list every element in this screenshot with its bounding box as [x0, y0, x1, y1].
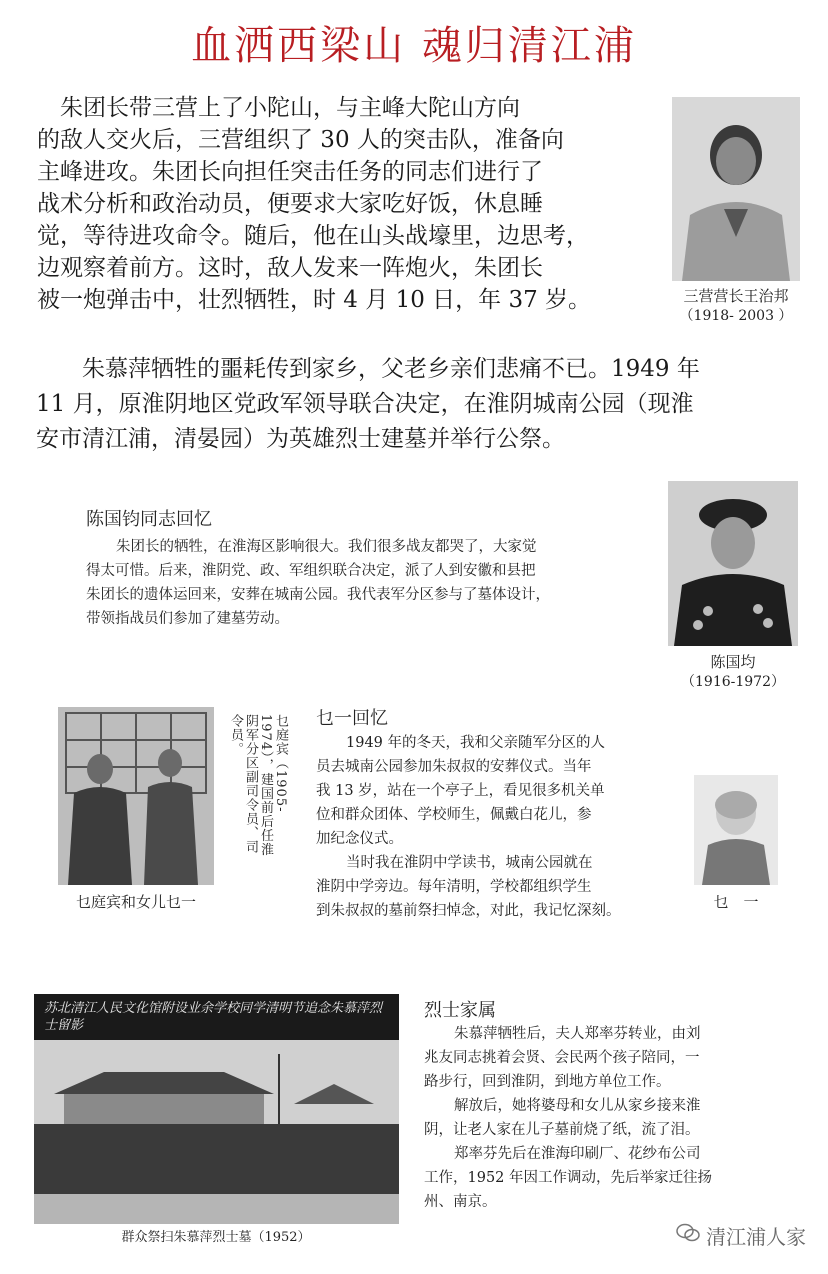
nie-yi-caption: 乜 一 — [713, 893, 759, 911]
paragraph-battle — [37, 92, 640, 316]
text-line: 员去城南公园参加朱叔叔的安葬仪式。当年 — [316, 759, 592, 775]
memorial-photo-caption: 群众祭扫朱慕萍烈士墓（1952） — [121, 1230, 311, 1245]
text-line: 郑率芬先后在淮海印刷厂、花纱布公司 — [454, 1146, 701, 1162]
text-line: 11 月，原淮阴地区党政军领导联合决定，在淮阴城南公园（现淮 — [36, 391, 694, 417]
text-line: 的敌人交火后，三营组织了 30 人的突击队，准备向 — [37, 127, 564, 153]
chen-guojun-heading: 陈国钧同志回忆 — [86, 509, 212, 530]
text-line: 位和群众团体、学校师生，佩戴白花儿，参 — [316, 807, 592, 823]
text-line: 解放后，她将婆母和女儿从家乡接来淮 — [454, 1098, 701, 1114]
text-line: 路步行，回到淮阴，到地方单位工作。 — [424, 1074, 671, 1090]
wang-zhibang-years: （1918- 2003 ） — [679, 308, 793, 324]
text-line: 战术分析和政治动员，便要求大家吃好饭，休息睡 — [37, 191, 543, 217]
text-line: 加纪念仪式。 — [316, 831, 403, 847]
martyr-family-heading: 烈士家属 — [424, 1000, 496, 1021]
text-line: 被一炮弹击中，壮烈牺牲，时 4 月 10 日，年 37 岁。 — [37, 287, 592, 313]
chen-guojun-years: （1916-1972） — [681, 674, 785, 690]
nie-yi-heading: 乜一回忆 — [316, 708, 388, 729]
text-line: 淮阴中学旁边。每年清明，学校都组织学生 — [316, 879, 592, 895]
nie-yi-recollection — [316, 731, 686, 923]
text-line: 朱团长的牺牲，在淮海区影响很大。我们很多战友都哭了，大家觉 — [116, 539, 537, 555]
nie-tingbin-note: 乜庭宾（1905-1974），建国前后任淮阴军分区副司令员、司令员。 — [228, 714, 288, 857]
text-line: 工作，1952 年因工作调动，先后举家迁往扬 — [424, 1170, 713, 1186]
text-line: 朱团长的遗体运回来，安葬在城南公园。我代表军分区参与了墓体设计， — [86, 587, 550, 603]
wang-zhibang-caption: 三营营长王治邦 — [683, 287, 789, 305]
text-line: 兆友同志挑着会贤、会民两个孩子陪同，一 — [424, 1050, 700, 1066]
text-line: 主峰进攻。朱团长向担任突击任务的同志们进行了 — [37, 159, 543, 185]
text-line: 到朱叔叔的墓前祭扫悼念，对此，我记忆深刻。 — [316, 903, 621, 919]
text-line: 州、南京。 — [424, 1194, 497, 1210]
chen-guojun-photo — [668, 481, 798, 646]
wang-zhibang-photo — [672, 97, 800, 281]
text-line: 得太可惜。后来，淮阴党、政、军组织联合决定，派了人到安徽和县把 — [86, 563, 536, 579]
text-line: 我 13 岁，站在一个亭子上，看见很多机关单 — [316, 783, 605, 799]
nie-yi-photo — [694, 775, 778, 885]
chen-guojun-caption: 陈国均 — [710, 653, 756, 671]
watermark — [676, 1221, 806, 1250]
memorial-group-photo — [34, 994, 399, 1224]
chen-guojun-recollection — [86, 535, 656, 631]
photo-banner-text: 苏北清江人民文化馆附设业余学校同学清明节追念朱慕萍烈士留影 — [44, 1001, 383, 1033]
text-line: 1949 年的冬天，我和父亲随军分区的人 — [346, 735, 606, 751]
text-line: 朱慕萍牺牲后，夫人郑率芬转业，由刘 — [454, 1026, 701, 1042]
text-line: 安市清江浦，清晏园）为英雄烈士建墓并举行公祭。 — [36, 426, 565, 452]
paragraph-burial — [36, 352, 796, 457]
text-line: 阴，让老人家在儿子墓前烧了纸，流了泪。 — [424, 1122, 700, 1138]
text-line: 边观察着前方。这时，敌人发来一阵炮火，朱团长 — [37, 255, 543, 281]
martyr-family-text — [424, 1022, 804, 1214]
watermark-text: 清江浦人家 — [706, 1225, 806, 1249]
text-line: 朱团长带三营上了小陀山，与主峰大陀山方向 — [60, 95, 520, 121]
text-line: 朱慕萍牺牲的噩耗传到家乡，父老乡亲们悲痛不已。1949 年 — [82, 356, 700, 382]
nie-tingbin-caption: 乜庭宾和女儿乜一 — [75, 893, 196, 911]
nie-tingbin-and-daughter-photo — [58, 707, 214, 885]
text-line: 带领指战员们参加了建墓劳动。 — [86, 611, 289, 627]
text-line: 当时我在淮阴中学读书，城南公园就在 — [346, 855, 593, 871]
text-line: 觉，等待进攻命令。随后，他在山头战壕里，边思考， — [37, 223, 589, 249]
wechat-icon — [676, 1223, 700, 1248]
page-title: 血洒西梁山 魂归清江浦 — [191, 23, 637, 69]
